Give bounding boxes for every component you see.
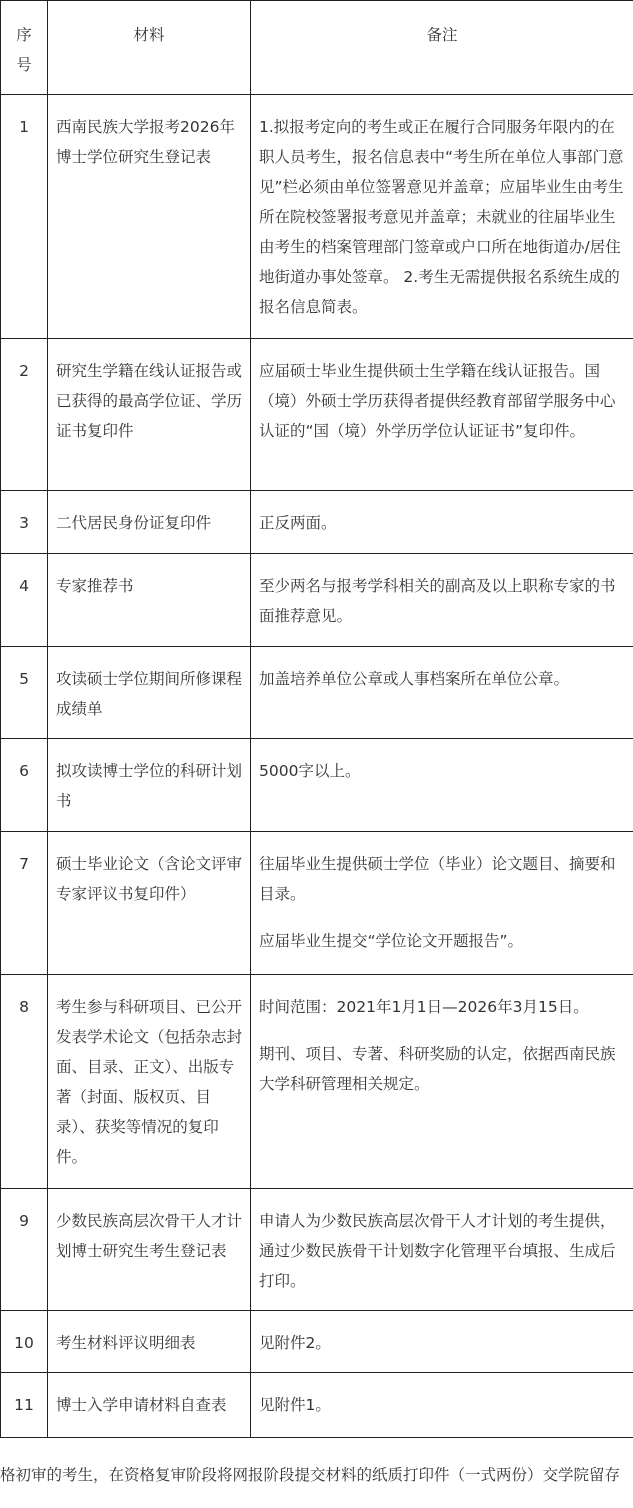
table-row bbox=[1, 554, 633, 647]
header-number: 序号 bbox=[1, 1, 48, 95]
row-number: 2 bbox=[1, 339, 48, 491]
table-row bbox=[1, 1373, 633, 1438]
notes-cell bbox=[251, 491, 633, 554]
material-cell: 专家推荐书 bbox=[48, 554, 251, 647]
table-row bbox=[1, 491, 633, 554]
note-paragraph: 申请人为少数民族高层次骨干人才计划的考生提供，通过少数民族骨干计划数字化管理平台填报、生成后打印。 bbox=[259, 1212, 616, 1290]
row-number: 6 bbox=[1, 739, 48, 832]
table-row bbox=[1, 975, 633, 1189]
material-cell: 考生材料评议明细表 bbox=[48, 1311, 251, 1373]
row-number: 11 bbox=[1, 1373, 48, 1438]
notes-cell bbox=[251, 339, 633, 491]
row-number: 8 bbox=[1, 975, 48, 1189]
notes-cell bbox=[251, 1189, 633, 1311]
material-cell: 硕士毕业论文（含论文评审专家评议书复印件） bbox=[48, 832, 251, 975]
note-paragraph: 正反两面。 bbox=[259, 514, 337, 532]
table-row bbox=[1, 832, 633, 975]
row-number: 10 bbox=[1, 1311, 48, 1373]
row-number: 3 bbox=[1, 491, 48, 554]
material-cell: 西南民族大学报考2026年博士学位研究生登记表 bbox=[48, 95, 251, 339]
row-number: 1 bbox=[1, 95, 48, 339]
table-row bbox=[1, 339, 633, 491]
note-paragraph: 至少两名与报考学科相关的副高及以上职称专家的书面推荐意见。 bbox=[259, 577, 616, 625]
notes-cell bbox=[251, 832, 633, 975]
row-number: 5 bbox=[1, 647, 48, 739]
material-cell: 攻读硕士学位期间所修课程成绩单 bbox=[48, 647, 251, 739]
table-row bbox=[1, 1189, 633, 1311]
table-header-row bbox=[1, 1, 633, 95]
table-row bbox=[1, 739, 633, 832]
material-cell: 研究生学籍在线认证报告或已获得的最高学位证、学历证书复印件 bbox=[48, 339, 251, 491]
table-row bbox=[1, 95, 633, 339]
note-paragraph: 应届毕业生提交“学位论文开题报告”。 bbox=[259, 932, 524, 950]
notes-cell bbox=[251, 739, 633, 832]
header-notes: 备注 bbox=[251, 1, 633, 95]
note-paragraph: 见附件2。 bbox=[259, 1334, 331, 1352]
material-cell: 拟攻读博士学位的科研计划书 bbox=[48, 739, 251, 832]
notes-cell bbox=[251, 647, 633, 739]
material-cell: 二代居民身份证复印件 bbox=[48, 491, 251, 554]
notes-cell bbox=[251, 95, 633, 339]
row-number: 9 bbox=[1, 1189, 48, 1311]
material-cell: 考生参与科研项目、已公开发表学术论文（包括杂志封面、目录、正文）、出版专著（封面、版权页、目录）、获奖等情况的复印件。 bbox=[48, 975, 251, 1189]
note-paragraph: 1.拟报考定向的考生或正在履行合同服务年限内的在职人员考生，报名信息表中“考生所在单位人事部门意见”栏必须由单位签署意见并盖章；应届毕业生由考生所在院校签署报考意见并盖章；未就业的往届毕业生由考生的档案管理部门签章或户口所在地街道办/居住地街道办事处签章。 2.考生无需提供报名系统生成的报名信息简表。 bbox=[259, 118, 624, 316]
note-paragraph: 5000字以上。 bbox=[259, 762, 361, 780]
note-paragraph: 往届毕业生提供硕士学位（毕业）论文题目、摘要和目录。 bbox=[259, 855, 616, 903]
notes-cell bbox=[251, 975, 633, 1189]
row-number: 4 bbox=[1, 554, 48, 647]
note-paragraph: 加盖培养单位公章或人事档案所在单位公章。 bbox=[259, 670, 570, 688]
table-row bbox=[1, 647, 633, 739]
notes-cell bbox=[251, 554, 633, 647]
notes-cell bbox=[251, 1373, 633, 1438]
note-paragraph: 应届硕士毕业生提供硕士生学籍在线认证报告。国（境）外硕士学历获得者提供经教育部留学服务中心认证的“国（境）外学历学位认证证书”复印件。 bbox=[259, 362, 616, 440]
header-material: 材料 bbox=[48, 1, 251, 95]
note-paragraph: 见附件1。 bbox=[259, 1396, 331, 1414]
table-row bbox=[1, 1311, 633, 1373]
material-cell: 少数民族高层次骨干人才计划博士研究生考生登记表 bbox=[48, 1189, 251, 1311]
note-paragraph: 期刊、项目、专著、科研奖励的认定，依据西南民族大学科研管理相关规定。 bbox=[259, 1045, 616, 1093]
footer-paragraph: 格初审的考生，在资格复审阶段将网报阶段提交材料的纸质打印件（一式两份）交学院留存 bbox=[0, 1466, 621, 1484]
note-paragraph: 时间范围：2021年1月1日—2026年3月15日。 bbox=[259, 998, 589, 1016]
material-cell: 博士入学申请材料自查表 bbox=[48, 1373, 251, 1438]
notes-cell bbox=[251, 1311, 633, 1373]
row-number: 7 bbox=[1, 832, 48, 975]
